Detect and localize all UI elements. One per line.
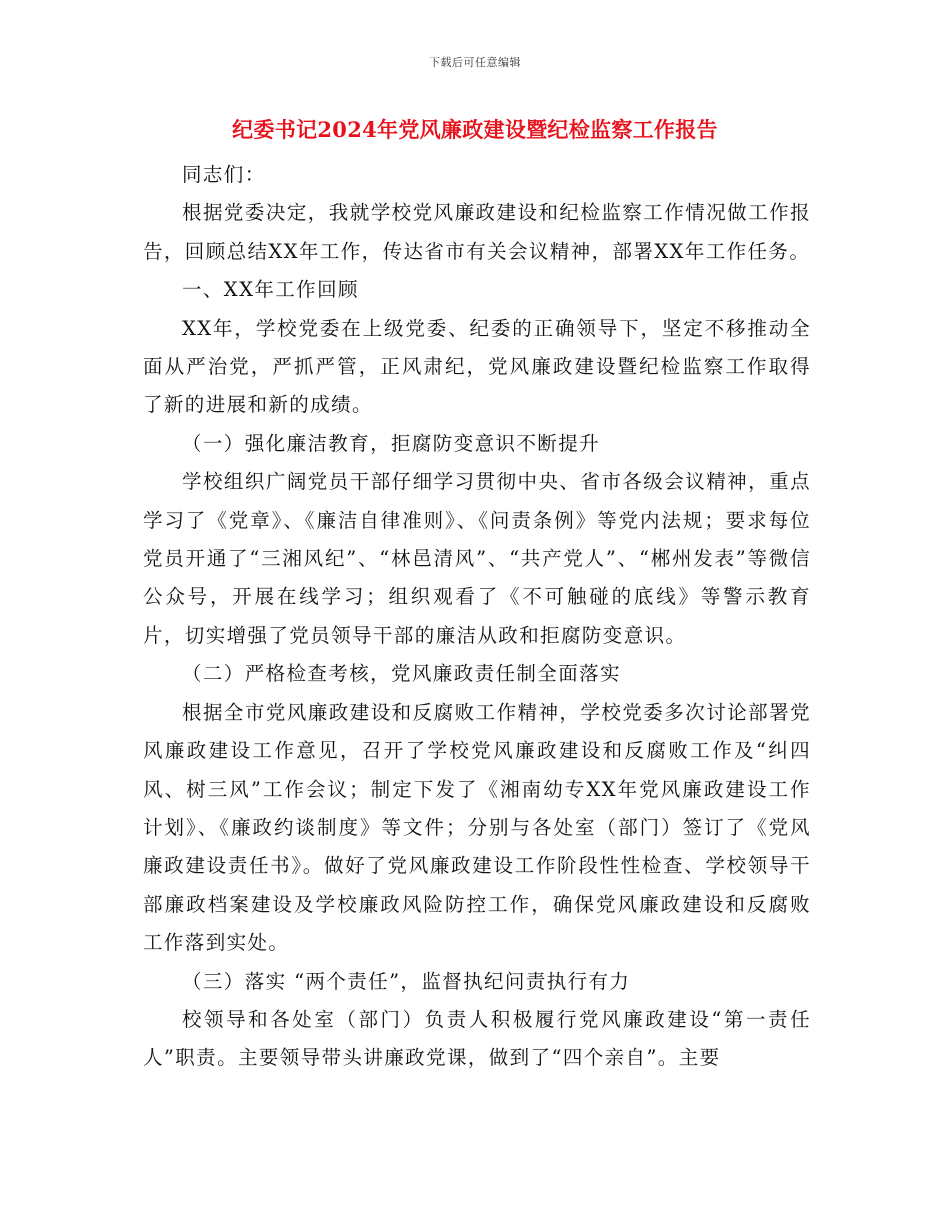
intro-paragraph: 根据党委决定，我就学校党风廉政建设和纪检监察工作情况做工作报告，回顾总结XX年工作，传达省市有关会议精神，部署XX年工作任务。 [143,201,811,263]
subsection-body-education: 学校组织广阔党员干部仔细学习贯彻中央、省市各级会议精神，重点学习了《党章》、《廉洁自律准则》、《问责条例》等党内法规；要求每位党员开通了“三湘风纪”、“林邑清风”、“共产党人”、“郴州发表”等微信公众号，开展在线学习；组织观看了《不可触碰的底线》等警示教育片，切实增强了党员领导干部的廉洁从政和拒腐防变意识。 [143,470,811,647]
subsection-heading-inspection: （二）严格检查考核，党风廉政责任制全面落实 [182,662,621,686]
section-heading-review: 一、XX年工作回顾 [182,278,359,302]
document-body [143,156,811,1078]
document-title: 纪委书记2024年党风廉政建设暨纪检监察工作报告 [232,117,718,142]
header-note: 下载后可任意编辑 [429,56,521,69]
subsection-heading-education: （一）强化廉洁教育，拒腐防变意识不断提升 [182,431,601,455]
subsection-heading-responsibility: （三）落实 “两个责任”，监督执纪问责执行有力 [182,969,631,993]
subsection-body-inspection: 根据全市党风廉政建设和反腐败工作精神，学校党委多次讨论部署党风廉政建设工作意见，召开了学校党风廉政建设和反腐败工作及“纠四风、树三风”工作会议；制定下发了《湘南幼专XX年党风廉政建设工作计划》、《廉政约谈制度》等文件；分别与各处室（部门）签订了《党风廉政建设责任书》。做好了党风廉政建设工作阶段性性检查、学校领导干部廉政档案建设及学校廉政风险防控工作，确保党风廉政建设和反腐败工作落到实处。 [143,700,811,955]
salutation: 同志们： [182,163,266,186]
section-body-review: XX年，学校党委在上级党委、纪委的正确领导下，坚定不移推动全面从严治党，严抓严管，正风肃纪，党风廉政建设暨纪检监察工作取得了新的进展和新的成绩。 [143,316,811,417]
subsection-body-responsibility: 校领导和各处室（部门）负责人积极履行党风廉政建设“第一责任人”职责。主要领导带头讲廉政党课，做到了“四个亲自”。主要 [143,1007,811,1070]
